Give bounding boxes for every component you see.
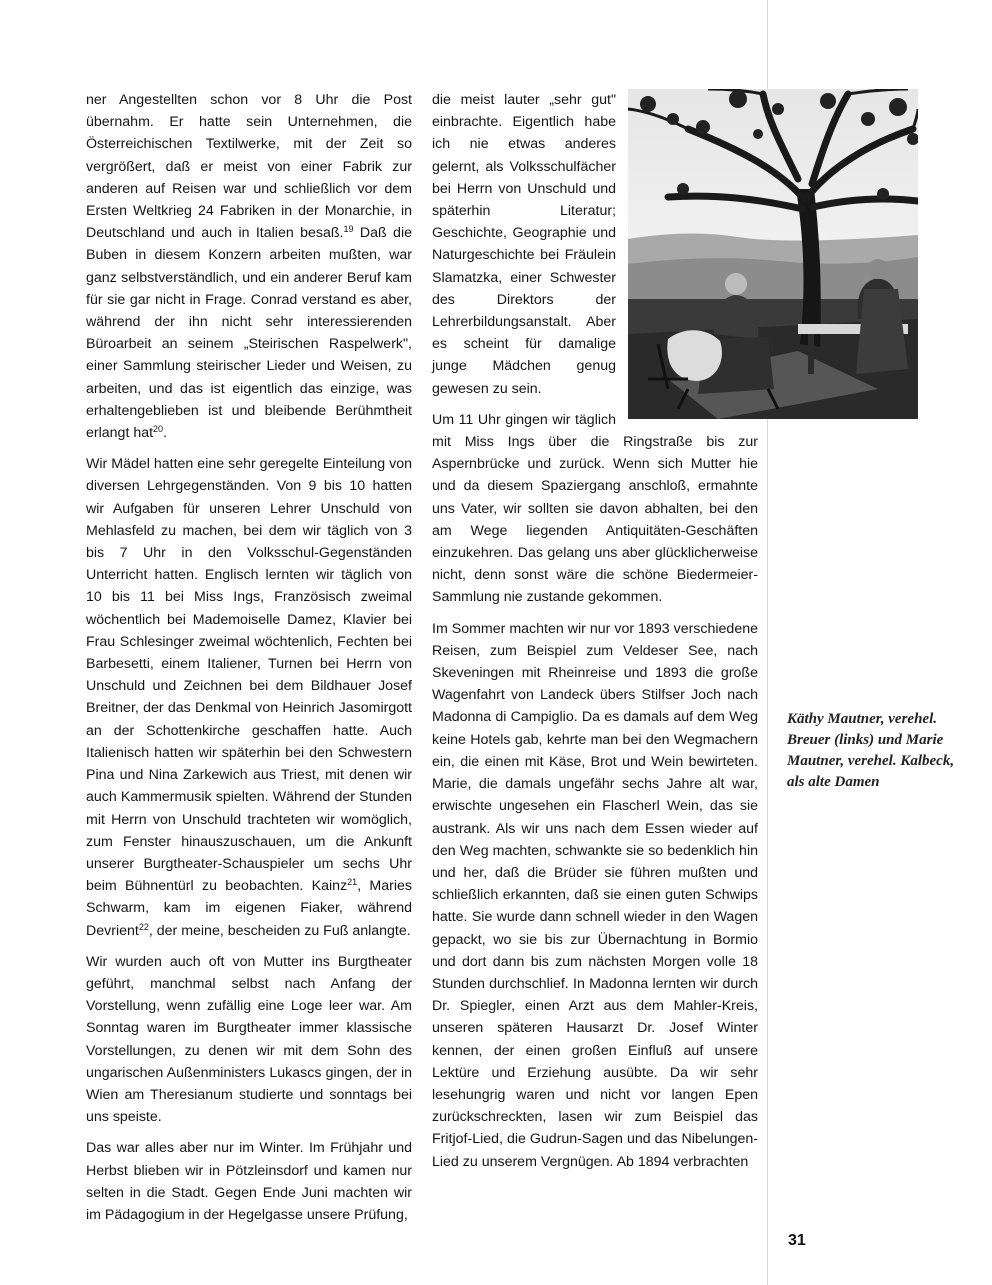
text-column-left — [86, 89, 412, 1226]
paragraph-text: Um 11 Uhr gingen wir täglich mit Miss Ings über die Ringstraße bis zur Aspernbrücke und zurück. Wenn sich Mutter hie und da diesem Spaziergang anschloß, ermahnte uns Vater, wir sollten sie davon abhalten, bei den am Wege liegenden Antiquitäten-Geschäften einzukehren. Das gelang uns aber glücklicherweise nicht, denn sonst wäre die schöne Biedermeier-Sammlung nie zustande gekommen. — [432, 411, 758, 606]
paragraph-text: Wir Mädel hatten eine sehr geregelte Einteilung von diversen Lehrgegenständen. Von 9 bis 10 hatten wir Aufgaben für unseren Lehrer Unschuld von Mehlasfeld zu machen, bei dem wir täglich von 3 bis 7 Uhr in den Volksschul-Gegenständen Unterricht hatten. Englisch lernten wir täglich von 10 bis 11 bei Miss Ings, Französisch zweimal wöchentlich bei Mademoiselle Damez, Klavier bei Frau Schlesinger zweimal wöchtenlich, Fechten bei Barbesetti, einem Italiener, Turnen bei Herrn von Unschuld und Zeichnen bei dem Bildhauer Josef Breitner, der das Denkmal von Heinrich Jasomirgott an der Schottenkirche geschaffen hatte. Auch Italienisch hatten wir späterhin bei den Schwestern Pina und Nina Zarkewich aus Triest, mit denen wir auch Kammermusik spielten. Während der Stunden mit Herrn von Unschuld trachteten wir womöglich, zum Fenster hinauszuschauen, um die Ankunft unserer Burgtheater-Schauspieler um sechs Uhr beim Bühnentürl zu beobachten. Kainz — [86, 456, 412, 895]
paragraph — [86, 453, 412, 941]
footnote-ref: 21 — [347, 877, 358, 888]
paragraph — [86, 89, 412, 444]
paragraph — [432, 618, 758, 1173]
footnote-ref: 20 — [153, 424, 164, 435]
footnote-ref: 19 — [343, 224, 354, 235]
paragraph-text: Das war alles aber nur im Winter. Im Frühjahr und Herbst blieben wir in Pötzleinsdorf und kamen nur selten in die Stadt. Gegen Ende Juni machten wir im Pädagogium in der Hegelgasse unsere Prüfung, — [86, 1140, 412, 1223]
paragraph-text: Daß die Buben in diesem Konzern arbeiten mußten, war ganz selbstverständlich, und ein anderer Beruf kam für sie gar nicht in Frage. Conrad verstand es aber, während der ihn nicht sehr interessierenden Büroarbeit an seinem „Steirischen Raspelwerk", einer Sammlung steirischer Lieder und Weisen, zu arbeiten, und das ist eigentlich das einzige, was erhaltengeblieben ist und bleibende Berühmtheit erlangt hat — [86, 225, 412, 442]
paragraph-text: , der meine, bescheiden zu Fuß anlangte. — [148, 922, 411, 939]
footnote-ref: 22 — [138, 921, 149, 932]
paragraph — [432, 409, 758, 609]
paragraph-text: , Maries Schwarm, kam im eigenen Fiaker, während Devrient — [86, 878, 413, 939]
paragraph-text: Im Sommer machten wir nur vor 1893 verschiedene Reisen, zum Beispiel zum Veldeser See, nach Skeveningen mit Rheinreise und 1893 die große Wagenfahrt von Landeck übers Stilfser Joch nach Madonna di Campiglio. Da es damals auf dem Weg keine Hotels gab, kehrte man bei den Wegmachern ein, die einen mit Käse, Brot und Wein bewirteten. Marie, die damals ungefähr sechs Jahre alt war, erwischte ungesehen ein Flascherl Wein, das sie austrank. Als wir uns nach dem Essen wieder auf den Weg machten, schwankte sie so bedenklich hin und her, daß die Brüder sie führen mußten und schließlich erkannten, daß sie einen guten Schwips hatte. Sie wurde dann schnell wieder in den Wagen gepackt, wo sie bis zur Übernachtung in Bormio und dort dann bis zum nächsten Morgen volle 18 Stunden durchschlief. In Madonna lernten wir durch Dr. Spiegler, einen Arzt aus dem Mahler-Kreis, unseren späteren Hausarzt Dr. Josef Winter kennen, der einen großen Einfluß auf unsere Lektüre und Erziehung ausübte. Da wir sehr lesehungrig waren und nicht vor langen Epen zurückschreckten, lasen wir zum Beispiel das Fritjof-Lied, die Gudrun-Sagen und das Nibelungen-Lied zu unserem Vergnügen. Ab 1894 verbrachten — [432, 620, 758, 1170]
paragraph — [86, 1137, 412, 1226]
paragraph-text: die meist lauter „sehr gut" einbrachte. Eigentlich habe ich nie etwas anderes gelernt, als Volksschulfächer bei Herrn von Unschuld und späterhin Literatur; Geschichte, Geographie und Naturgeschichte bei Fräulein Slamatzka, einer Schwester des Direktors der Lehrerbildungsanstalt. Aber es scheint für damalige junge Mädchen genug gewesen zu sein. — [432, 92, 616, 397]
text-column-right — [432, 89, 758, 1173]
paragraph-text: ner Angestellten schon vor 8 Uhr die Post übernahm. Er hatte sein Unternehmen, die Österreichischen Textilwerke, mit der Zeit so vergrößert, daß er meist von einer Fabrik zur anderen auf Reisen war und schließlich vor dem Ersten Weltkrieg 24 Fabriken in der Monarchie, in Deutschland und auch in Italien besaß. — [86, 92, 412, 242]
page-number: 31 — [788, 1232, 806, 1249]
paragraph-text: Wir wurden auch oft von Mutter ins Burgtheater geführt, manchmal selbst nach Anfang der Vorstellung, wenn zufällig eine Loge leer war. Am Sonntag waren im Burgtheater immer klassische Vorstellungen, zu denen wir mit dem Sohn des ungarischen Außenministers Lukascs gingen, der in Wien am Theresianum studierte und sonntags bei uns speiste. — [86, 953, 412, 1126]
photo-caption: Käthy Mautner, verehel. Breuer (links) und Marie Mautner, verehel. Kalbeck, als alte Damen — [787, 711, 955, 790]
photo-two-women-under-tree — [628, 89, 918, 419]
paragraph — [86, 951, 412, 1129]
paragraph-text: . — [163, 425, 168, 442]
